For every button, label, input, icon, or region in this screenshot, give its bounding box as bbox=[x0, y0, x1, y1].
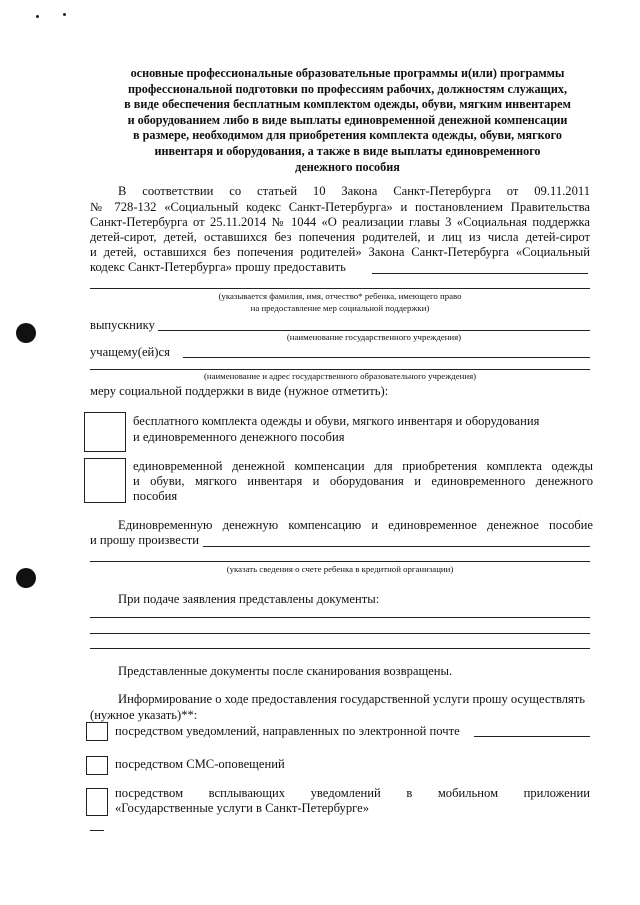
institution-field[interactable] bbox=[158, 330, 590, 331]
option-compensation-text: и обуви, мягкого инвентаря и оборудования и единовременного денежного bbox=[133, 474, 593, 488]
title-line: в размере, необходимом для приобретения комплекта одежды, обуви, мягкого bbox=[133, 128, 562, 143]
documents-header: При подаче заявления представлены документы: bbox=[118, 592, 380, 606]
intro-line: детей-сирот, детей, оставшихся без попечения родителей, и лиц из числа детей-сирот bbox=[90, 230, 590, 244]
title-line: денежного пособия bbox=[295, 159, 400, 174]
account-field[interactable] bbox=[203, 546, 590, 547]
account-caption: (указать сведения о счете ребенка в кредитной организации) bbox=[226, 564, 454, 574]
title-line: в виде обеспечения бесплатным комплектом одежды, обуви, мягким инвентарем bbox=[124, 97, 571, 112]
title-line: инвентаря и оборудования, а также в виде выплаты единовременного bbox=[154, 143, 541, 158]
child-name-caption: (указывается фамилия, имя, отчество* ребенка, имеющего право bbox=[218, 291, 462, 301]
provide-to-field[interactable] bbox=[372, 273, 588, 274]
document-title bbox=[95, 66, 600, 175]
institution-caption: (наименование государственного учреждения) bbox=[286, 332, 462, 342]
option-compensation-text: единовременной денежной компенсации для приобретения комплекта одежды bbox=[133, 459, 593, 473]
intro-line: В соответствии со статьей 10 Закона Санкт-Петербурга от 09.11.2011 bbox=[118, 184, 590, 198]
school-caption: (наименование и адрес государственного образовательного учреждения) bbox=[203, 371, 477, 381]
title-line: профессиональной подготовки по профессиям рабочих, должностям служащих, bbox=[127, 81, 568, 96]
child-name-caption: на предоставление мер социальной поддержки) bbox=[250, 303, 430, 313]
option-compensation-checkbox[interactable] bbox=[84, 458, 126, 503]
documents-field[interactable] bbox=[90, 648, 590, 649]
child-name-field[interactable] bbox=[90, 288, 590, 289]
option-free-kit-text: и единовременного денежного пособия bbox=[133, 430, 345, 444]
intro-line: кодекс Санкт-Петербурга» прошу предоставить bbox=[90, 260, 346, 274]
notify-email-label: посредством уведомлений, направленных по электронной почте bbox=[115, 724, 460, 738]
school-field-2[interactable] bbox=[90, 369, 590, 370]
notify-sms-label: посредством СМС-оповещений bbox=[115, 757, 285, 771]
notify-app-label: «Государственные услуги в Санкт-Петербурге» bbox=[115, 801, 370, 815]
intro-line: № 728-132 «Социальный кодекс Санкт-Петербурга» и постановлением Правительства bbox=[90, 200, 590, 214]
email-address-field[interactable] bbox=[474, 736, 590, 737]
scan-speck bbox=[36, 15, 39, 18]
account-field-2[interactable] bbox=[90, 561, 590, 562]
notify-intro: Информирование о ходе предоставления государственной услуги прошу осуществлять bbox=[118, 692, 586, 706]
documents-field[interactable] bbox=[90, 633, 590, 634]
footnote-rule bbox=[90, 830, 104, 831]
notify-email-checkbox[interactable] bbox=[86, 722, 108, 741]
documents-returned: Представленные документы после сканирования возвращены. bbox=[118, 664, 453, 678]
school-field[interactable] bbox=[183, 357, 590, 358]
payment-line: Единовременную денежную компенсацию и единовременное денежное пособие bbox=[118, 518, 593, 532]
option-free-kit-checkbox[interactable] bbox=[84, 412, 126, 452]
documents-field[interactable] bbox=[90, 617, 590, 618]
student-label: учащему(ей)ся bbox=[90, 345, 170, 359]
option-free-kit-text: бесплатного комплекта одежды и обуви, мягкого инвентаря и оборудования bbox=[133, 414, 540, 428]
scan-speck bbox=[63, 13, 66, 16]
notify-app-label: посредством всплывающих уведомлений в мобильном приложении bbox=[115, 786, 590, 800]
payment-line: и прошу произвести bbox=[90, 533, 200, 547]
measure-label: меру социальной поддержки в виде (нужное отметить): bbox=[90, 384, 389, 398]
punch-hole bbox=[16, 323, 36, 343]
notify-intro: (нужное указать)**: bbox=[90, 708, 198, 722]
punch-hole bbox=[16, 568, 36, 588]
notify-sms-checkbox[interactable] bbox=[86, 756, 108, 775]
option-compensation-text: пособия bbox=[133, 489, 178, 503]
title-line: и оборудованием либо в виде выплаты единовременной денежной компенсации bbox=[127, 112, 568, 127]
notify-app-checkbox[interactable] bbox=[86, 788, 108, 816]
intro-line: Санкт-Петербурга от 25.11.2014 № 1044 «О реализации главы 3 «Социальная поддержка bbox=[90, 215, 590, 229]
graduate-label: выпускнику bbox=[90, 318, 155, 332]
title-line: основные профессиональные образовательные программы и(или) программы bbox=[130, 66, 565, 80]
intro-line: и детей, оставшихся без попечения родителей» Закона Санкт-Петербурга «Социальный bbox=[90, 245, 590, 259]
